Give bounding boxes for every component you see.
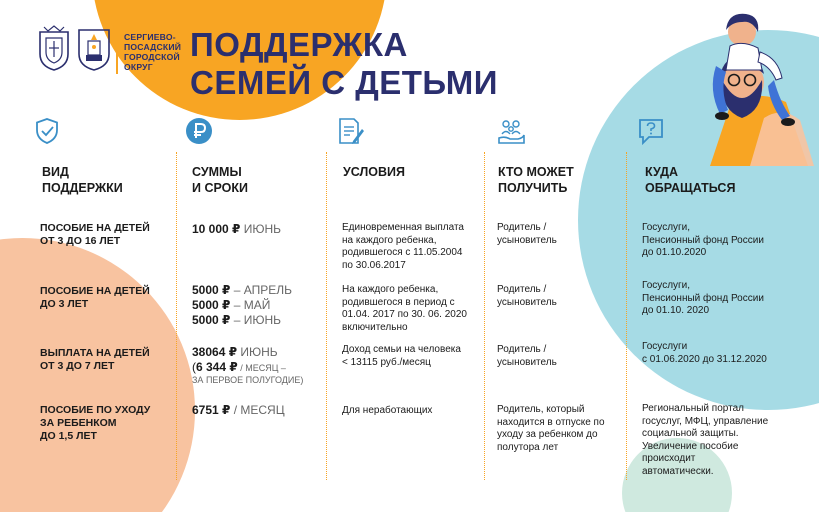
coat-of-arms-icon [36, 24, 72, 72]
header-type: ВИД ПОДДЕРЖКИ [42, 165, 123, 195]
shield-check-icon [32, 116, 62, 146]
row-4-where: Региональный портал госуслуг, МФЦ, управление социальной защиты. Увеличение пособие происходит автоматически. [642, 403, 769, 477]
row-1-who: Родитель / усыновитель [497, 222, 557, 246]
row-3-who: Родитель / усыновитель [497, 344, 557, 368]
page-title: ПОДДЕРЖКА СЕМЕЙ С ДЕТЬМИ [190, 26, 499, 101]
row-4-conditions: Для неработающих [342, 405, 433, 416]
question-bubble-icon [636, 116, 666, 146]
header-conditions: УСЛОВИЯ [343, 165, 405, 179]
column-divider [176, 152, 177, 480]
row-1-where: Госуслуги, Пенсионный фонд России до 01.10.2020 [642, 222, 764, 258]
row-2-type: ПОСОБИЕ НА ДЕТЕЙ ДО 3 ЛЕТ [40, 285, 150, 310]
row-1-amount: 10 000 ₽ ИЮНЬ [192, 222, 282, 236]
family-illustration [690, 6, 819, 166]
family-hand-icon [496, 116, 526, 146]
row-3-type: ВЫПЛАТА НА ДЕТЕЙ ОТ 3 ДО 7 ЛЕТ [40, 347, 150, 372]
district-logo [36, 24, 186, 84]
row-4-amount: 6751 ₽ / МЕСЯЦ [192, 403, 285, 417]
header-amounts: СУММЫ И СРОКИ [192, 165, 248, 195]
row-2-where: Госуслуги, Пенсионный фонд России до 01.10. 2020 [642, 280, 764, 316]
district-name: СЕРГИЕВО- ПОСАДСКИЙ ГОРОДСКОЙ ОКРУГ [124, 32, 182, 72]
column-divider [484, 152, 485, 480]
column-divider [326, 152, 327, 480]
city-emblem-icon [76, 24, 112, 72]
document-pen-icon [335, 116, 365, 146]
row-2-amount: 5000 ₽ – АПРЕЛЬ 5000 ₽ – МАЙ 5000 ₽ – ИЮНЬ [192, 283, 292, 327]
row-3-conditions: Доход семьи на человека < 13115 руб./месяц [342, 344, 461, 368]
row-4-who: Родитель, который находится в отпуске по уходу за ребенком до полутора лет [497, 404, 605, 453]
row-3-where: Госуслуги с 01.06.2020 до 31.12.2020 [642, 341, 767, 365]
row-2-who: Родитель / усыновитель [497, 284, 557, 308]
header-where: КУДА ОБРАЩАТЬСЯ [645, 165, 736, 195]
row-1-conditions: Единовременная выплата на каждого ребенка, родившегося с 11.05.2004 по 30.06.2017 [342, 222, 464, 271]
ruble-coin-icon [184, 116, 214, 146]
row-4-type: ПОСОБИЕ ПО УХОДУ ЗА РЕБЕНКОМ ДО 1,5 ЛЕТ [40, 404, 151, 442]
peach-blob [0, 238, 195, 512]
logo-separator [116, 30, 118, 74]
row-3-amount: 38064 ₽ ИЮНЬ (6 344 ₽ / МЕСЯЦ – ЗА ПЕРВОЕ ПОЛУГОДИЕ) [192, 345, 304, 385]
column-divider [626, 152, 627, 480]
row-2-conditions: На каждого ребенка, родившегося в период с 01.04. 2017 по 30. 06. 2020 включительно [342, 284, 467, 333]
row-1-type: ПОСОБИЕ НА ДЕТЕЙ ОТ 3 ДО 16 ЛЕТ [40, 222, 150, 247]
header-who: КТО МОЖЕТ ПОЛУЧИТЬ [498, 165, 574, 195]
